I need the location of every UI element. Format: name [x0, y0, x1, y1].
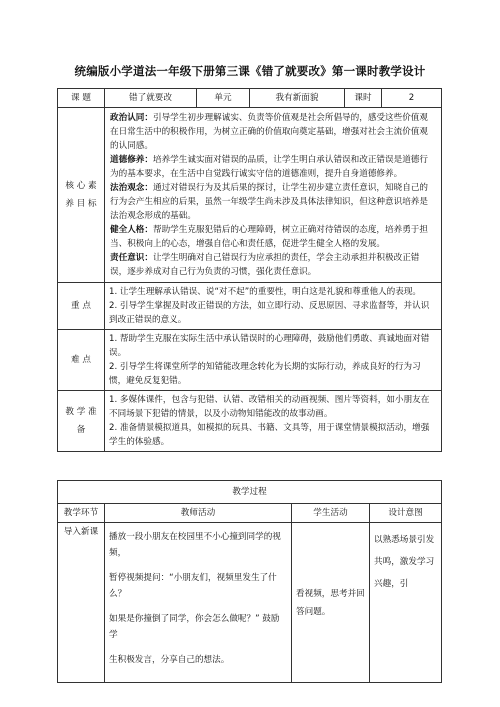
unit-label: 单元: [197, 89, 250, 108]
teaching-prep-row: [58, 391, 442, 452]
difficult-point-item: 2. 引导学生将课堂所学的知错能改理念转化为长期的实际行动，养成良好的行为习惯，避免反复犯错。: [109, 362, 421, 386]
process-heading-row: [58, 481, 442, 504]
teacher-activity-line: 如果是你撞倒了同学，你会怎么做呢？” 鼓励学: [109, 614, 280, 640]
difficult-points-label: 难 点: [58, 330, 105, 391]
process-row: [58, 523, 442, 683]
col-teacher-header: 教师活动: [105, 504, 292, 523]
prep-item: 1. 多媒体课件，包含与犯错、认错、改错相关的动画视频、图片等资料，如小朋友在不同场景下犯错的情景，以及小动物知错能改的故事动画。: [109, 395, 430, 419]
process-column-header-row: [58, 504, 442, 523]
difficult-points-content: [105, 330, 442, 391]
key-points-content: [105, 283, 442, 330]
hours-label: 课时: [345, 89, 382, 108]
key-points-label: 重 点: [58, 283, 105, 330]
col-student-header: 学生活动: [292, 504, 370, 523]
col-intent-header: 设计意图: [370, 504, 442, 523]
key-point-item: 1. 让学生理解承认错误、说“对不起”的重要性，明白这是礼貌和尊重他人的表现。: [109, 287, 422, 297]
teacher-activity-line: 暂停视频提问：“小朋友们，视频里发生了什么？: [109, 573, 277, 599]
difficult-point-item: 1. 帮助学生克服在实际生活中承认错误时的心理障碍，鼓励他们勇敢、真诚地面对错误。: [109, 334, 430, 358]
lesson-value: 错了就要改: [105, 89, 197, 108]
header-row: [58, 89, 442, 108]
core-literacy-label: 核 心 素 养 目 标: [58, 108, 105, 283]
teaching-prep-content: [105, 391, 442, 452]
teacher-activity-line: 生积极发言，分享自己的想法。: [109, 655, 230, 665]
unit-value: 我有新面貌: [250, 89, 345, 108]
lesson-plan-table: [57, 88, 442, 452]
page-title: 统编版小学道法一年级下册第三课《错了就要改》第一课时教学设计: [74, 64, 426, 78]
teaching-process-table: [57, 480, 442, 683]
hours-value: 2: [382, 89, 442, 108]
process-heading: 教学过程: [58, 481, 442, 504]
core-item: 政治认同：引导学生初步理解诚实、负责等价值观是社会所倡导的，感受这些价值观在日常生活中的积极作用，为树立正确的价值取向奠定基础，增强对社会主流价值观的认同感。: [110, 113, 428, 151]
key-points-row: [58, 283, 442, 330]
difficult-points-row: [58, 330, 442, 391]
prep-item: 2. 准备情景模拟道具，如模拟的玩具、书籍、文具等，用于课堂情景模拟活动，增强学生的体验感。: [109, 423, 430, 447]
col-stage-header: 教学环节: [58, 504, 105, 523]
student-activity: 看视频，思考并回答问题。: [292, 523, 370, 683]
core-item: 道德修养：培养学生诚实面对错误的品质，让学生明白承认错误和改正错误是道德行为的基本要求，在生活中自觉践行诚实守信的道德准则，提升自身道德修养。: [110, 155, 428, 179]
core-item: 责任意识：让学生明确对自己错误行为应承担的责任，学会主动承担并积极改正错误，逐步养成对自己行为负责的习惯，强化责任意识。: [110, 253, 420, 277]
core-literacy-row: [58, 108, 442, 283]
core-literacy-content: [105, 108, 442, 283]
core-item: 健全人格：帮助学生克服犯错后的心理障碍，树立正确对待错误的态度，培养勇于担当、积极向上的心态，增强自信心和责任感，促进学生健全人格的发展。: [110, 225, 428, 249]
design-intent: 以熟悉场景引发共鸣，激发学习兴趣，引: [370, 523, 442, 683]
teacher-activity-line: 播放一段小朋友在校园里不小心撞到同学的视频，: [109, 532, 281, 558]
lesson-label: 课 题: [58, 89, 105, 108]
key-point-item: 2. 引导学生掌握及时改正错误的方法，如立即行动、反思原因、寻求监督等，并认识到改正错误的意义。: [109, 301, 430, 325]
process-stage: 导入新课: [58, 523, 105, 683]
teacher-activity: [105, 523, 292, 683]
teaching-prep-label: 教 学 准 备: [58, 391, 105, 452]
core-item: 法治观念：通过对错误行为及其后果的探讨，让学生初步建立责任意识，知晓自己的行为会产生相应的后果，虽然一年级学生尚未涉及具体法律知识，但这种意识培养是法治观念形成的基础。: [110, 183, 428, 221]
